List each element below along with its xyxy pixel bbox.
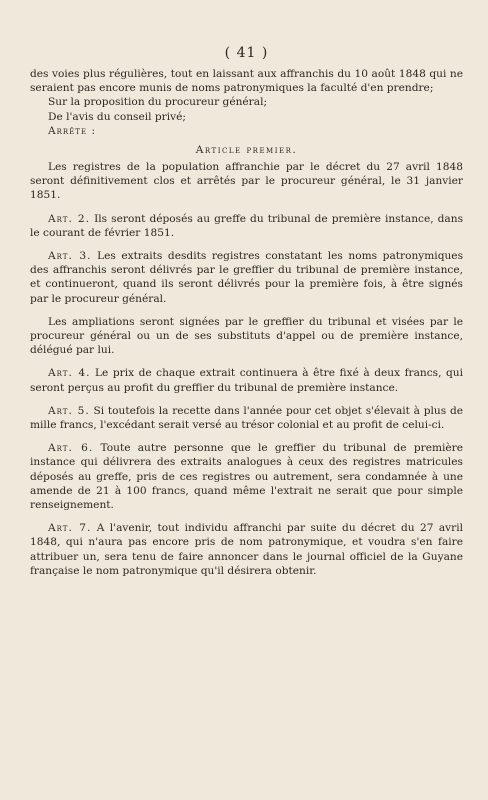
opening-paragraph: des voies plus régulières, tout en laissant aux affranchis du 10 août 1848 qui ne seraient pas encore munis de noms patronymiques la faculté d'en prendre; xyxy=(30,68,463,95)
article-1-text: Les registres de la population affranchie par le décret du 27 avril 1848 seront définitivement clos et arrêtés par le procureur général, le 31 janvier 1851. xyxy=(30,161,463,202)
article-6 xyxy=(30,441,463,512)
article-5-label: Art. 5. xyxy=(48,404,90,417)
article-6-label: Art. 6. xyxy=(48,442,94,455)
council-line: De l'avis du conseil privé; xyxy=(48,110,186,123)
proposal-line: Sur la proposition du procureur général; xyxy=(48,96,268,109)
article-7-text: A l'avenir, tout individu affranchi par suite du décret du 27 avril 1848, qui n'aura pas encore pris de nom patronymique, et voudra s'en faire attribuer un, sera tenu de faire annoncer dans le journal officiel de la Guyane française le nom patronymique qu'il désirera obtenir. xyxy=(30,522,464,577)
article-2-label: Art. 2. xyxy=(48,212,91,225)
article-7 xyxy=(30,521,463,578)
arrete-line: Arrête : xyxy=(48,124,97,137)
article-4-text: Le prix de chaque extrait continuera à être fixé à deux francs, qui seront perçus au profit du greffier du tribunal de première instance. xyxy=(30,367,463,394)
article-2-text: Ils seront déposés au greffe du tribunal de première instance, dans le courant de février 1851. xyxy=(30,212,464,239)
article-2 xyxy=(30,212,463,240)
article-4-label: Art. 4. xyxy=(48,367,91,380)
article-3 xyxy=(30,249,463,306)
article-4 xyxy=(30,366,463,394)
article-3-continuation: Les ampliations seront signées par le greffier du tribunal et visées par le procureur général ou un de ses substituts d'appel ou de première instance, délégué par lui. xyxy=(30,315,463,357)
article-3-label: Art. 3. xyxy=(48,250,92,263)
article-6-text: Toute autre personne que le greffier du tribunal de première instance qui délivrera des extraits analogues à ceux des registres matricules déposés au greffe, pris de ces registres ou autrement, sera condamnée à une amende de 21 à 100 francs, quand même l'extrait ne serait que pour simple renseignement. xyxy=(30,442,463,512)
article-3-text: Les extraits desdits registres constatant les noms patronymiques des affranchis seront délivrés par le greffier du tribunal de première instance, et continueront, quand ils seront délivrés pour la première fois, à être signés par le procureur général. xyxy=(30,250,464,305)
article-5 xyxy=(30,404,463,432)
article-7-label: Art. 7. xyxy=(48,522,92,535)
body-text xyxy=(30,67,463,578)
page-number: ( 41 ) xyxy=(224,45,269,61)
article-premier-heading: Article premier. xyxy=(195,144,298,157)
article-5-text: Si toutefois la recette dans l'année pour cet objet s'élevait à plus de mille francs, l'excédant serait versé au trésor colonial et au profit de celui-ci. xyxy=(30,404,463,432)
